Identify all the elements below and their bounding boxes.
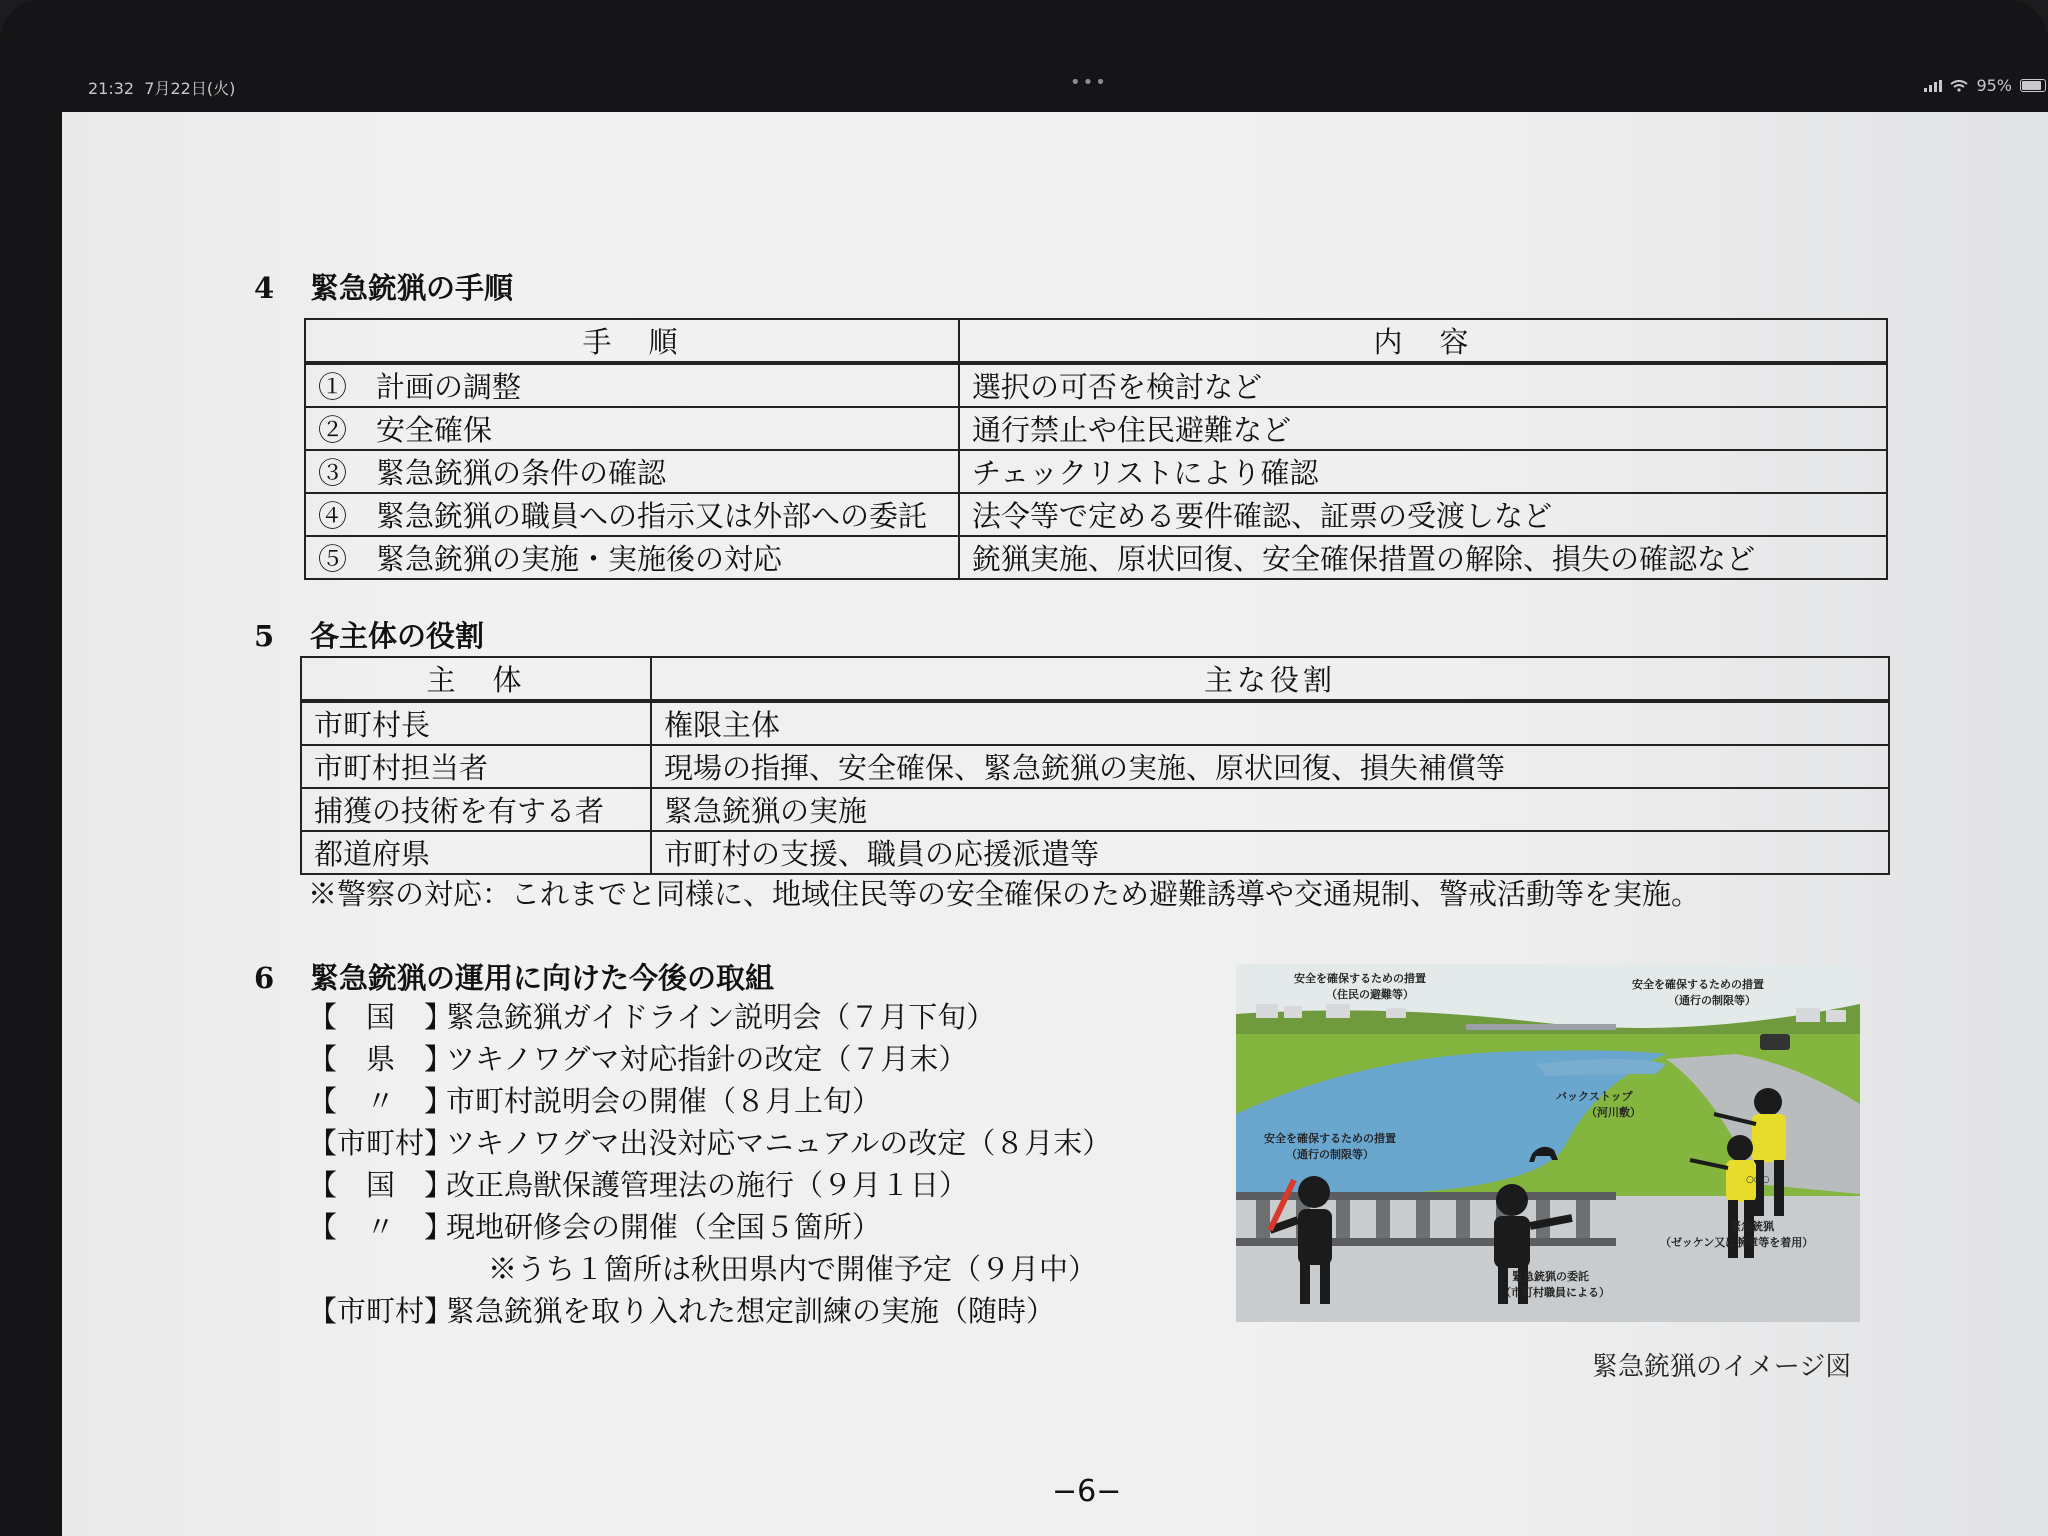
illustration-caption: 緊急銃猟のイメージ図 [1592, 1352, 1852, 1382]
table-cell: 市町村の支援、職員の応援派遣等 [651, 831, 1889, 874]
table-row [301, 788, 1889, 831]
car-icon [1760, 1034, 1790, 1050]
table-cell: ② 安全確保 [305, 407, 959, 450]
table-row [301, 831, 1889, 874]
procedure-header-content: 内 容 [959, 319, 1887, 363]
table-row [305, 407, 1887, 450]
table-cell: ④ 緊急銃猟の職員への指示又は外部への委託 [305, 493, 959, 536]
document-page [62, 112, 2048, 1536]
svg-text:（通行の制限等）: （通行の制限等） [1668, 994, 1756, 1007]
section5-title: 5 各主体の役割 [254, 619, 485, 653]
table-cell: 法令等で定める要件確認、証票の受渡しなど [959, 493, 1887, 536]
list-item: 【 県 】 ツキノワグマ対応指針の改定（７月末） [308, 1042, 968, 1076]
roles-header-entity: 主 体 [301, 657, 651, 701]
table-cell: 捕獲の技術を有する者 [301, 788, 651, 831]
svg-text:安全を確保するための措置: 安全を確保するための措置 [1294, 972, 1426, 985]
procedure-header-step: 手 順 [305, 319, 959, 363]
table-cell: 現場の指揮、安全確保、緊急銃猟の実施、原状回復、損失補償等 [651, 745, 1889, 788]
battery-icon [2020, 79, 2046, 92]
table-cell: ⑤ 緊急銃猟の実施・実施後の対応 [305, 536, 959, 579]
table-row [301, 701, 1889, 745]
battery-percent: 95% [1976, 76, 2012, 95]
table-row [305, 450, 1887, 493]
svg-text:安全を確保するための措置: 安全を確保するための措置 [1632, 978, 1764, 991]
wifi-icon [1950, 80, 1968, 92]
svg-text:（ゼッケン又は腕章等を着用）: （ゼッケン又は腕章等を着用） [1660, 1236, 1814, 1249]
section6-title: 6 緊急銃猟の運用に向けた今後の取組 [254, 961, 775, 995]
procedure-table [304, 318, 1888, 580]
multitask-dots-icon[interactable]: ••• [1070, 72, 1108, 93]
svg-text:（住民の避難等）: （住民の避難等） [1326, 988, 1414, 1001]
list-item: 【 〃 】 市町村説明会の開催（８月上旬） [308, 1084, 882, 1118]
table-cell: 銃猟実施、原状回復、安全確保措置の解除、損失の確認など [959, 536, 1887, 579]
svg-text:緊急銃猟: 緊急銃猟 [1730, 1220, 1774, 1233]
table-row [301, 745, 1889, 788]
table-cell: 市町村長 [301, 701, 651, 745]
table-cell: チェックリストにより確認 [959, 450, 1887, 493]
list-item-note: ※うち１箇所は秋田県内で開催予定（９月中） [488, 1252, 1098, 1286]
table-cell: 通行禁止や住民避難など [959, 407, 1887, 450]
table-cell: ① 計画の調整 [305, 363, 959, 407]
table-row [305, 493, 1887, 536]
list-item: 【 〃 】 現地研修会の開催（全国５箇所） [308, 1210, 882, 1244]
signal-icon [1924, 80, 1942, 92]
svg-text:安全を確保するための措置: 安全を確保するための措置 [1264, 1132, 1396, 1145]
svg-text:（河川敷）: （河川敷） [1586, 1106, 1641, 1119]
list-item: 【市町村】 ツキノワグマ出没対応マニュアルの改定（８月末） [308, 1126, 1112, 1160]
table-row [305, 363, 1887, 407]
table-cell: 都道府県 [301, 831, 651, 874]
page-number: −6− [1052, 1474, 1122, 1509]
status-time: 21:32 7月22日(火) [88, 79, 236, 98]
table-cell: ③ 緊急銃猟の条件の確認 [305, 450, 959, 493]
table-cell: 選択の可否を検討など [959, 363, 1887, 407]
list-item: 【 国 】 改正鳥獣保護管理法の施行（９月１日） [308, 1168, 969, 1202]
svg-text:（通行の制限等）: （通行の制限等） [1286, 1148, 1374, 1161]
svg-text:緊急銃猟の委託: 緊急銃猟の委託 [1512, 1270, 1589, 1283]
table-cell: 権限主体 [651, 701, 1889, 745]
plan-list [308, 996, 1111, 1332]
table-cell: 緊急銃猟の実施 [651, 788, 1889, 831]
table-row [305, 536, 1887, 579]
emergency-hunting-illustration [1236, 964, 1860, 1322]
svg-text:（市町村職員による）: （市町村職員による） [1500, 1286, 1610, 1299]
roles-table [300, 656, 1890, 875]
table-cell: 市町村担当者 [301, 745, 651, 788]
list-item: 【 国 】 緊急銃猟ガイドライン説明会（７月下旬） [308, 1000, 996, 1034]
police-note: ※警察の対応：これまでと同様に、地域住民等の安全確保のため避難誘導や交通規制、警戒活動等を実施。 [308, 877, 1701, 911]
svg-text:バックストップ: バックストップ [1556, 1090, 1633, 1103]
section4-title: 4 緊急銃猟の手順 [254, 271, 514, 305]
status-bar [60, 68, 2048, 112]
roles-header-role: 主な役割 [651, 657, 1889, 701]
illustration-svg [1236, 964, 1860, 1322]
svg-text:○○○: ○○○ [1746, 1175, 1770, 1185]
list-item: 【市町村】 緊急銃猟を取り入れた想定訓練の実施（随時） [308, 1294, 1056, 1328]
